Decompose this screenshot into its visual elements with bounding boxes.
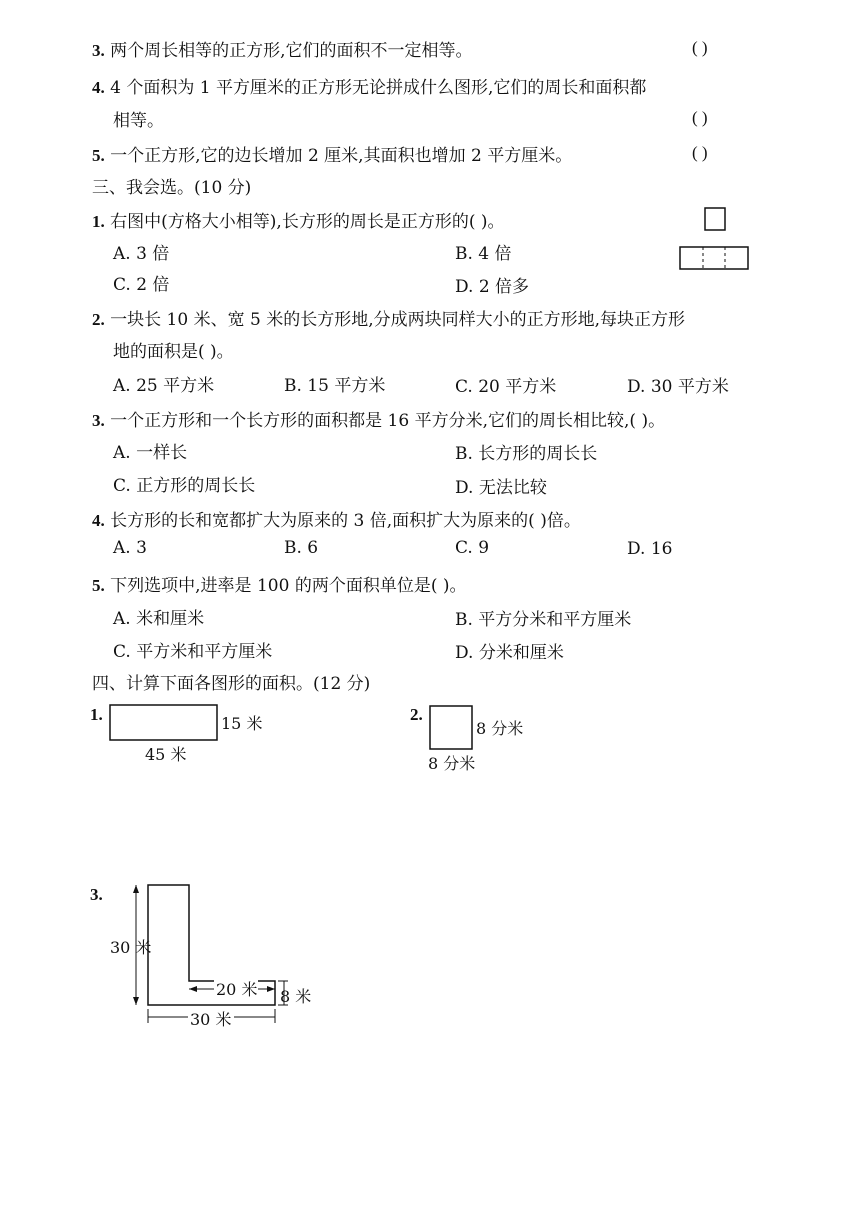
section-title: 四、计算下面各图形的面积。(12 分) bbox=[92, 674, 371, 694]
question-number: 5. bbox=[92, 146, 105, 165]
option-d[interactable]: D. 16 bbox=[627, 539, 673, 559]
figure-number: 2. bbox=[410, 705, 423, 724]
option-c[interactable]: C. 2 倍 bbox=[113, 275, 170, 295]
choice-q2 bbox=[92, 305, 685, 330]
question-number: 2. bbox=[92, 310, 105, 329]
judge-q4 bbox=[92, 73, 646, 98]
figure-number: 3. bbox=[90, 885, 103, 904]
question-text: 下列选项中,进率是 100 的两个面积单位是( )。 bbox=[110, 576, 467, 596]
arrow-head bbox=[189, 986, 197, 992]
judge-q3 bbox=[92, 36, 473, 61]
question-text: 一个正方形,它的边长增加 2 厘米,其面积也增加 2 平方厘米。 bbox=[110, 146, 573, 166]
question-text-cont: 地的面积是( )。 bbox=[113, 342, 234, 362]
option-d[interactable]: D. 2 倍多 bbox=[455, 277, 530, 297]
question-number: 5. bbox=[92, 576, 105, 595]
arrow-head bbox=[133, 885, 139, 893]
question-text: 一个正方形和一个长方形的面积都是 16 平方分米,它们的周长相比较,( )。 bbox=[110, 411, 666, 431]
option-a[interactable]: A. 米和厘米 bbox=[113, 609, 205, 629]
question-text: 一块长 10 米、宽 5 米的长方形地,分成两块同样大小的正方形地,每块正方形 bbox=[110, 310, 686, 330]
option-d[interactable]: D. 分米和厘米 bbox=[455, 643, 564, 663]
question-text: 右图中(方格大小相等),长方形的周长是正方形的( )。 bbox=[110, 212, 505, 232]
option-c[interactable]: C. 9 bbox=[455, 538, 490, 558]
height-label: 8 分米 bbox=[476, 719, 524, 738]
option-b[interactable]: B. 15 平方米 bbox=[284, 376, 386, 396]
question-number: 3. bbox=[92, 411, 105, 430]
option-d[interactable]: D. 30 平方米 bbox=[627, 377, 729, 397]
choice-q5 bbox=[92, 571, 466, 596]
answer-paren[interactable]: ( ) bbox=[692, 38, 708, 57]
option-a[interactable]: A. 一样长 bbox=[113, 443, 188, 463]
option-a[interactable]: A. 25 平方米 bbox=[113, 376, 215, 396]
question-text: 4 个面积为 1 平方厘米的正方形无论拼成什么图形,它们的周长和面积都 bbox=[110, 78, 647, 98]
option-c[interactable]: C. 20 平方米 bbox=[455, 377, 557, 397]
judge-q5 bbox=[92, 141, 572, 166]
choice-q4 bbox=[92, 506, 581, 531]
arrow-head bbox=[133, 997, 139, 1005]
choice-q1 bbox=[92, 207, 505, 232]
section-title: 三、我会选。(10 分) bbox=[92, 178, 252, 198]
question-text-cont: 相等。 bbox=[113, 111, 164, 131]
question-number: 4. bbox=[92, 511, 105, 530]
height-label: 15 米 bbox=[221, 714, 263, 733]
figure-number: 1. bbox=[90, 705, 103, 724]
width-label: 8 分米 bbox=[428, 754, 476, 773]
option-b[interactable]: B. 6 bbox=[284, 538, 319, 558]
bottom-width-label: 30 米 bbox=[190, 1010, 232, 1029]
inner-width-label: 20 米 bbox=[216, 980, 258, 999]
rectangle-shape bbox=[110, 705, 217, 740]
square-shape bbox=[430, 706, 472, 749]
answer-paren[interactable]: ( ) bbox=[692, 108, 708, 127]
figure-1 bbox=[88, 700, 278, 770]
width-label: 45 米 bbox=[145, 745, 187, 764]
arrow-head bbox=[267, 986, 275, 992]
question-number: 3. bbox=[92, 41, 105, 60]
option-b[interactable]: B. 长方形的周长长 bbox=[455, 444, 598, 464]
question-text: 长方形的长和宽都扩大为原来的 3 倍,面积扩大为原来的( )倍。 bbox=[110, 511, 581, 531]
grid-figure bbox=[675, 205, 755, 275]
question-number: 4. bbox=[92, 78, 105, 97]
answer-paren[interactable]: ( ) bbox=[692, 143, 708, 162]
option-a[interactable]: A. 3 bbox=[113, 538, 147, 558]
option-d[interactable]: D. 无法比较 bbox=[455, 478, 547, 498]
question-number: 1. bbox=[92, 212, 105, 231]
choice-q3 bbox=[92, 406, 665, 431]
figure-3 bbox=[88, 875, 328, 1035]
step-label: 8 米 bbox=[280, 987, 312, 1006]
option-a[interactable]: A. 3 倍 bbox=[113, 244, 170, 264]
option-c[interactable]: C. 平方米和平方厘米 bbox=[113, 642, 273, 662]
square-shape bbox=[705, 208, 725, 230]
height-label: 30 米 bbox=[110, 938, 152, 957]
option-c[interactable]: C. 正方形的周长长 bbox=[113, 476, 256, 496]
option-b[interactable]: B. 平方分米和平方厘米 bbox=[455, 610, 632, 630]
option-b[interactable]: B. 4 倍 bbox=[455, 244, 512, 264]
question-text: 两个周长相等的正方形,它们的面积不一定相等。 bbox=[110, 41, 473, 61]
rectangle-shape bbox=[680, 247, 748, 269]
figure-2 bbox=[408, 702, 538, 777]
